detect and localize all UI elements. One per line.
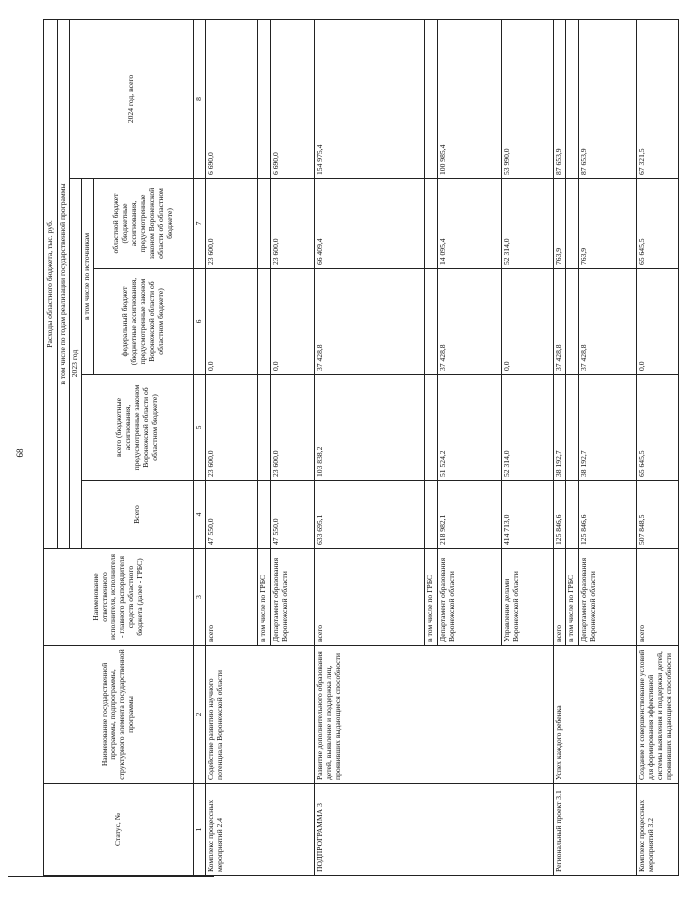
cell-reg: 66 409,4: [314, 179, 424, 269]
cell-fed: 37 428,8: [437, 269, 501, 375]
cell-y2024: [257, 19, 270, 178]
row-name: Содействие развитию научного потенциала Воронежской области: [205, 646, 314, 784]
cell-fed: [257, 269, 270, 375]
cell-total: [424, 481, 437, 549]
row-executor: Департамент образования Воронежской области: [437, 549, 501, 646]
cell-reg: 763,9: [553, 179, 565, 269]
cell-y2024: [565, 19, 578, 178]
header-sources: в том числе по источникам: [81, 179, 93, 375]
cell-total: 218 982,1: [437, 481, 501, 549]
cell-reg: 763,9: [578, 179, 636, 269]
column-number: 8: [193, 19, 205, 178]
cell-reg: [424, 179, 437, 269]
header-spending: Расходы областного бюджета, тыс. руб.: [44, 19, 58, 548]
cell-fed: 0,0: [636, 269, 678, 375]
header-2024: 2024 год, всего: [69, 19, 193, 178]
header-regional: областной бюджет (бюджетные ассигнования, предусмотренные законом Воронежской области об областном бюджете): [93, 179, 193, 269]
cell-y2024: 67 321,5: [636, 19, 678, 178]
table-header: [44, 19, 206, 875]
cell-all: 52 314,0: [501, 375, 553, 481]
cell-all: 23 600,0: [205, 375, 257, 481]
row-status: Комплекс процессных мероприятий 2.4: [205, 784, 314, 876]
row-executor: Департамент образования Воронежской области: [578, 549, 636, 646]
row-executor: Департамент образования Воронежской области: [270, 549, 314, 646]
cell-reg: 14 095,4: [437, 179, 501, 269]
cell-fed: [424, 269, 437, 375]
footnote-separator: [8, 876, 214, 877]
header-years: в том числе по годам реализации государственной программы: [58, 19, 70, 548]
cell-total: 47 550,0: [205, 481, 257, 549]
table-row: [553, 19, 565, 875]
cell-reg: [257, 179, 270, 269]
cell-all: 38 192,7: [578, 375, 636, 481]
cell-y2024: 6 690,0: [270, 19, 314, 178]
header-total: Всего: [81, 481, 193, 549]
row-name: Создание и совершенствование условий для формирования эффективной системы выявления и поддержки детей, проявивших выдающиеся способности: [636, 646, 678, 784]
table-frame: [43, 20, 673, 876]
cell-fed: 0,0: [270, 269, 314, 375]
budget-table: [43, 19, 679, 876]
column-number: 7: [193, 179, 205, 269]
row-executor: всего: [205, 549, 257, 646]
cell-y2024: 6 690,0: [205, 19, 257, 178]
cell-reg: 23 600,0: [270, 179, 314, 269]
cell-y2024: 100 985,4: [437, 19, 501, 178]
column-number: 1: [193, 784, 205, 876]
column-number: 3: [193, 549, 205, 646]
cell-y2024: 87 653,9: [553, 19, 565, 178]
cell-total: 125 846,6: [553, 481, 565, 549]
cell-all: 38 192,7: [553, 375, 565, 481]
header-all-assignments: всего (бюджетные ассигнования, предусмотренные законом Воронежской области об областном бюджете): [81, 375, 193, 481]
page-number: 68: [15, 448, 25, 458]
column-number: 6: [193, 269, 205, 375]
cell-fed: 0,0: [501, 269, 553, 375]
cell-total: [565, 481, 578, 549]
cell-fed: 0,0: [205, 269, 257, 375]
row-executor: в том числе по ГРБС: [257, 549, 270, 646]
row-executor: всего: [553, 549, 565, 646]
column-number: 2: [193, 646, 205, 784]
cell-total: 47 550,0: [270, 481, 314, 549]
cell-y2024: [424, 19, 437, 178]
row-executor: в том числе по ГРБС: [424, 549, 437, 646]
cell-total: 507 848,5: [636, 481, 678, 549]
cell-all: 65 645,5: [636, 375, 678, 481]
cell-fed: 37 428,8: [553, 269, 565, 375]
rotated-table-wrapper: [43, 20, 673, 876]
row-status: Комплекс процессных мероприятий 3.2: [636, 784, 678, 876]
row-executor: в том числе по ГРБС: [565, 549, 578, 646]
cell-reg: 23 600,0: [205, 179, 257, 269]
table-row: [205, 19, 257, 875]
row-executor: всего: [314, 549, 424, 646]
column-number: 4: [193, 481, 205, 549]
cell-total: 633 695,1: [314, 481, 424, 549]
cell-y2024: 53 990,0: [501, 19, 553, 178]
cell-reg: 52 314,0: [501, 179, 553, 269]
cell-total: 414 713,0: [501, 481, 553, 549]
table-row: [636, 19, 678, 875]
cell-fed: 37 428,8: [578, 269, 636, 375]
column-numbers-row: [193, 19, 205, 875]
cell-reg: 65 645,5: [636, 179, 678, 269]
cell-all: 51 524,2: [437, 375, 501, 481]
header-executor: Наименование ответственного исполнителя, исполнителя - главного распорядителя средств областного бюджета (далее - ГРБС): [44, 549, 194, 646]
cell-reg: [565, 179, 578, 269]
row-executor: всего: [636, 549, 678, 646]
column-number: 5: [193, 375, 205, 481]
cell-total: [257, 481, 270, 549]
table-body: [205, 19, 678, 875]
header-status: Статус, №: [44, 784, 194, 876]
cell-y2024: 87 653,9: [578, 19, 636, 178]
row-status: ПОДПРОГРАММА 3: [314, 784, 553, 876]
cell-y2024: 154 975,4: [314, 19, 424, 178]
header-federal: федеральный бюджет (бюджетные ассигнования, предусмотренные законом Воронежской области об областном бюджете): [93, 269, 193, 375]
cell-all: [424, 375, 437, 481]
cell-all: 103 838,2: [314, 375, 424, 481]
table-row: [314, 19, 424, 875]
cell-total: 125 846,6: [578, 481, 636, 549]
header-name: Наименование государственной программы, подпрограммы, структурного элемента государственной программы: [44, 646, 194, 784]
cell-all: [257, 375, 270, 481]
row-name: Развитие дополнительного образования детей, выявление и поддержка лиц, проявивших выдающиеся способности: [314, 646, 553, 784]
cell-all: [565, 375, 578, 481]
row-name: Успех каждого ребенка: [553, 646, 636, 784]
row-status: Региональный проект 3.1: [553, 784, 636, 876]
row-executor: Управление делами Воронежской области: [501, 549, 553, 646]
cell-fed: 37 428,8: [314, 269, 424, 375]
header-year-2023: 2023 год: [69, 179, 81, 549]
cell-fed: [565, 269, 578, 375]
cell-all: 23 600,0: [270, 375, 314, 481]
